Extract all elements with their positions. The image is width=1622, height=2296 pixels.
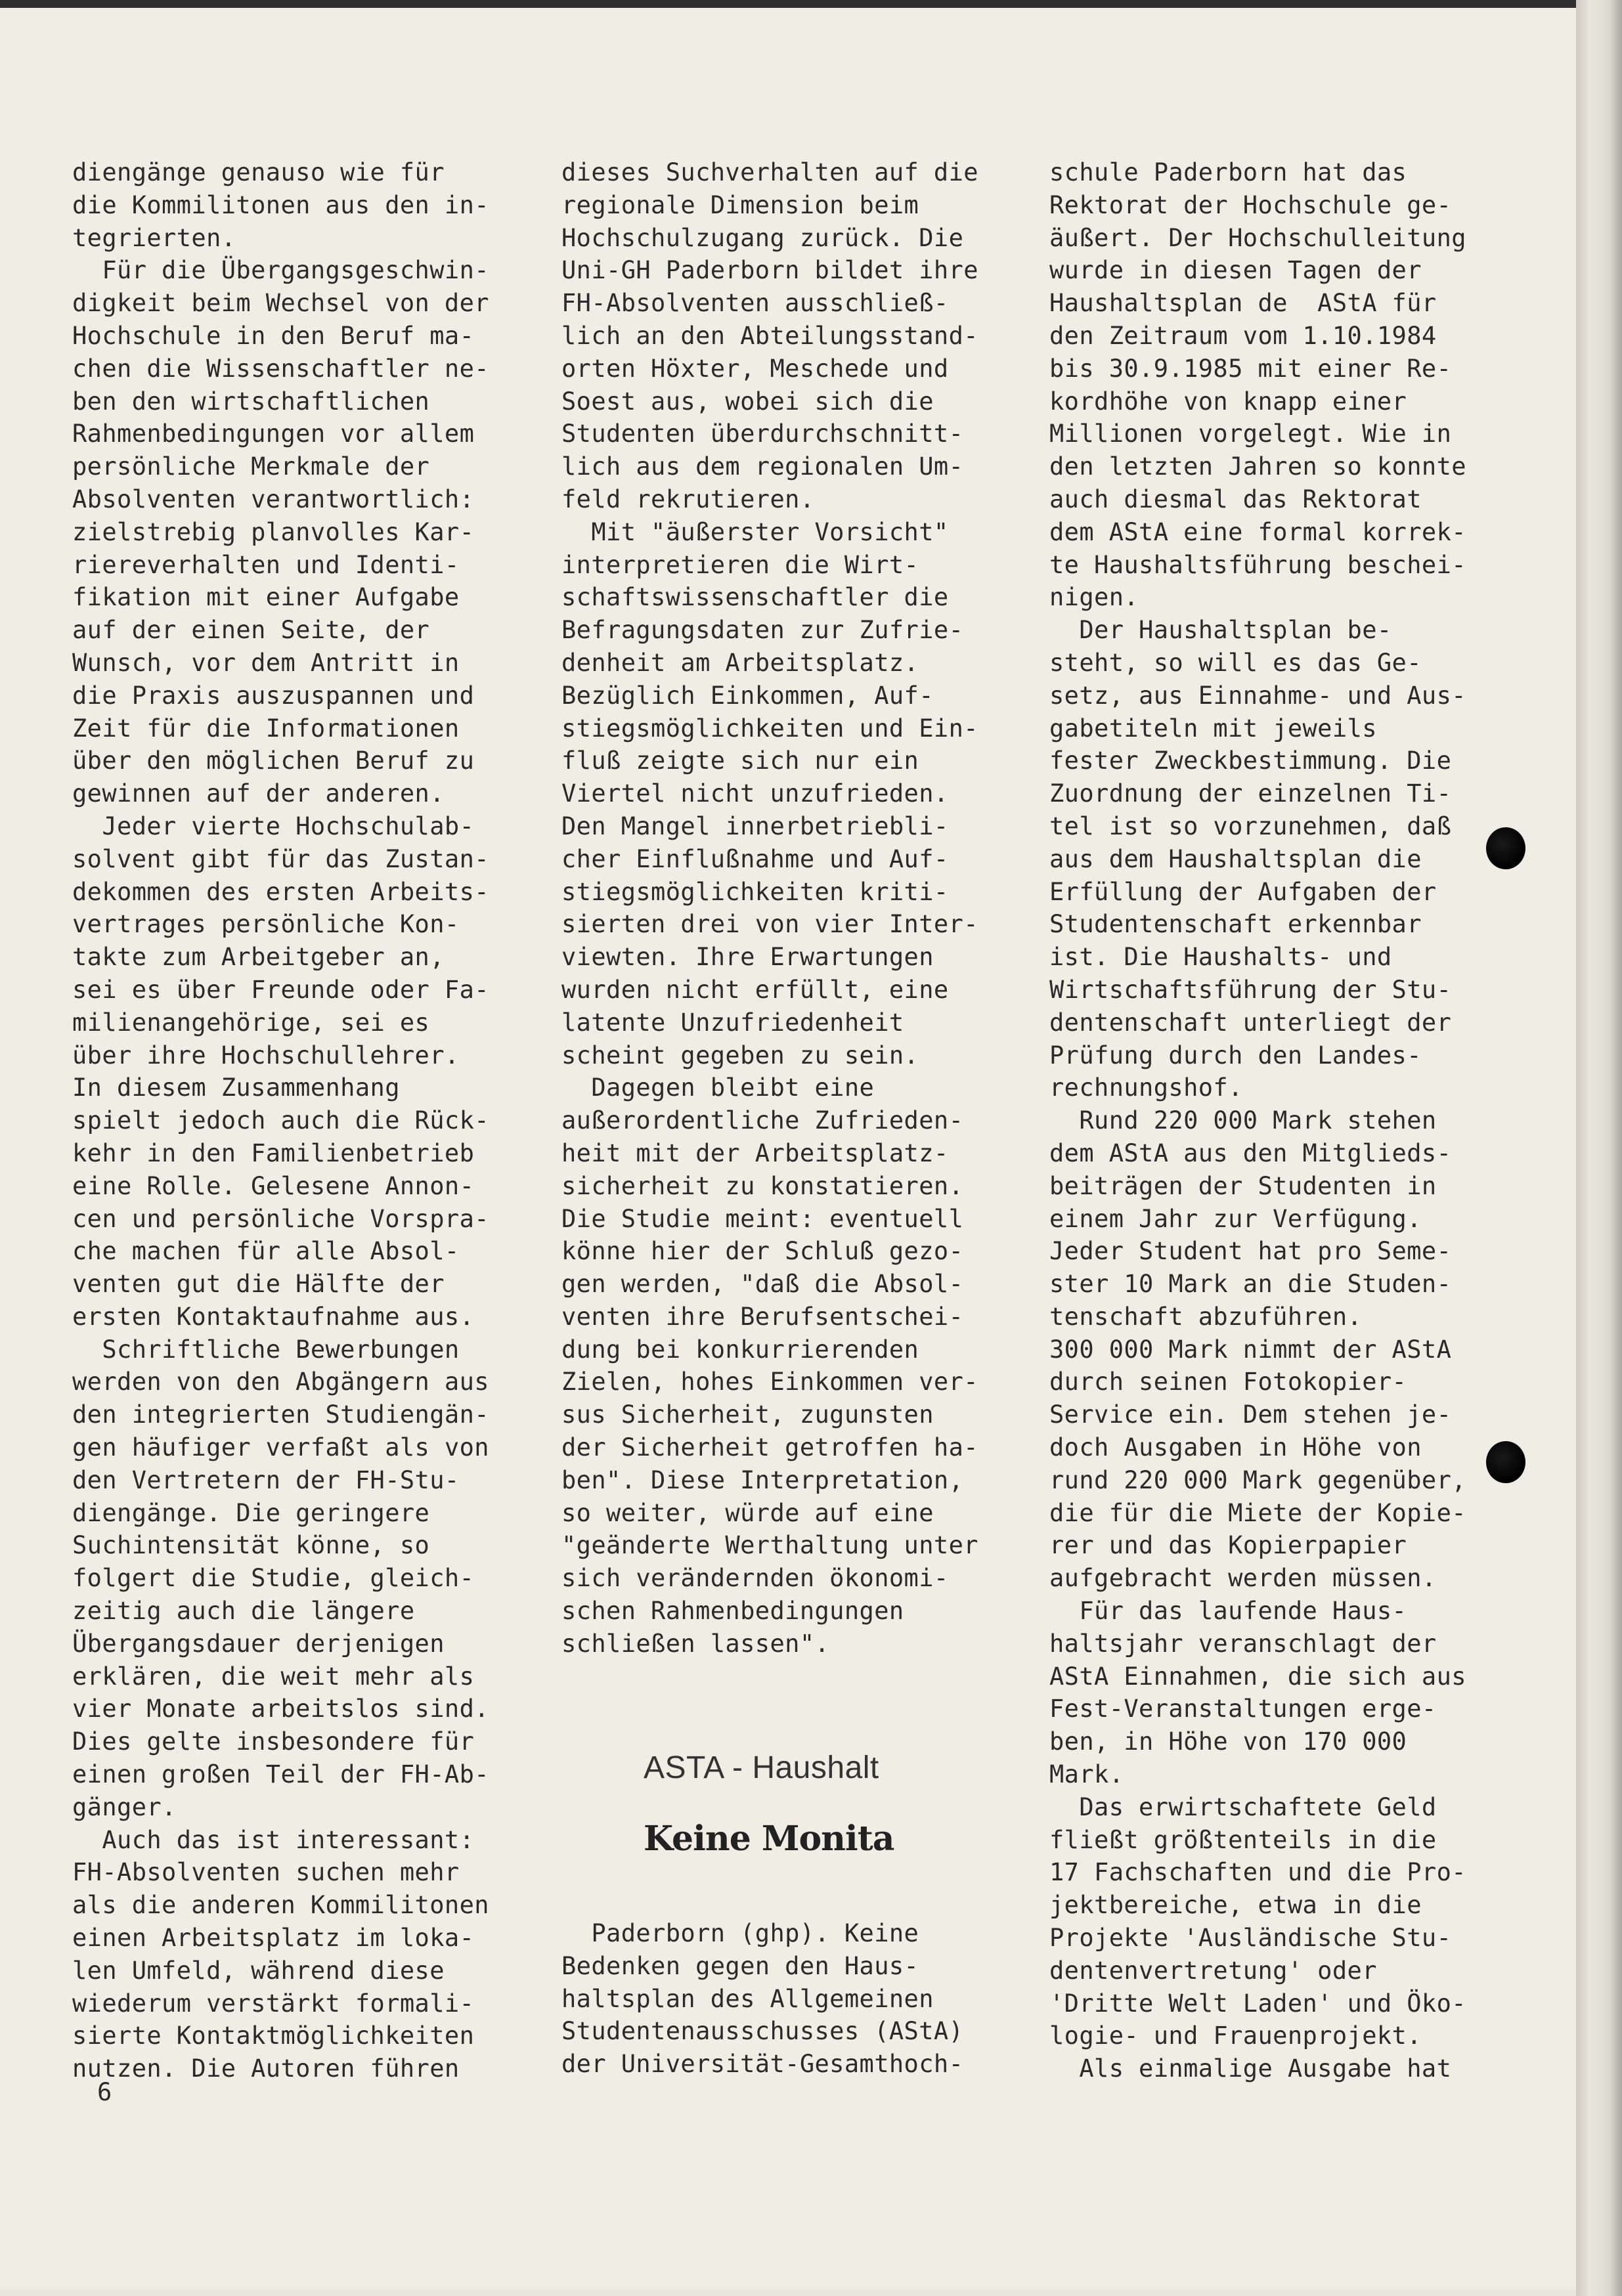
text-line: Suchintensität könne, so [72,1531,430,1560]
text-line: kehr in den Familienbetrieb [72,1138,475,1167]
text-line: feld rekrutieren. [561,485,815,513]
text-line: 300 000 Mark nimmt der AStA [1049,1335,1452,1364]
text-line: über ihre Hochschullehrer. [72,1041,460,1070]
text-line: auf der einen Seite, der [72,616,430,645]
text-line: lich an den Abteilungsstand- [561,321,978,350]
text-line: die Praxis auszuspannen und [72,681,475,710]
text-column-3 [1049,156,1535,2085]
text-line: Projekte 'Ausländische Stu- [1049,1924,1452,1953]
text-line: persönliche Merkmale der [72,452,430,481]
section-rubric: ASTA - Haushalt [644,1750,879,1785]
text-line: den letzten Jahren so konnte [1049,452,1466,481]
text-line: bis 30.9.1985 mit einer Re- [1049,354,1452,383]
text-line: folgert die Studie, gleich- [72,1564,475,1593]
text-line: wiederum verstärkt formali- [72,1989,475,2018]
text-line: Mark. [1049,1760,1124,1789]
text-line: erklären, die weit mehr als [72,1662,475,1691]
text-line: riereverhalten und Identi- [72,550,460,579]
text-line: Rahmenbedingungen vor allem [72,420,475,448]
text-line: Für das laufende Haus- [1049,1597,1407,1626]
text-line: ben den wirtschaftlichen [72,387,430,416]
text-line: beiträgen der Studenten in [1049,1171,1437,1200]
text-line: 17 Fachschaften und die Pro- [1049,1858,1466,1887]
text-line: Haushaltsplan de AStA für [1049,289,1437,318]
text-line: stiegsmöglichkeiten kriti- [561,877,949,906]
page-stack-edge [1576,0,1622,2296]
text-line: durch seinen Fotokopier- [1049,1368,1407,1397]
text-line: dieses Suchverhalten auf die [561,158,978,186]
text-line: dentenschaft unterliegt der [1049,1008,1452,1037]
text-line: wurde in diesen Tagen der [1049,256,1422,285]
text-line: Der Haushaltsplan be- [1049,616,1392,645]
text-line: tel ist so vorzunehmen, daß [1049,812,1452,840]
text-line: Hochschulzugang zurück. Die [561,223,964,252]
text-line: vertrages persönliche Kon- [72,910,460,939]
text-line: In diesem Zusammenhang [72,1073,400,1102]
text-line: solvent gibt für das Zustan- [72,844,489,873]
text-line: über den möglichen Beruf zu [72,747,475,775]
text-line: Zielen, hohes Einkommen ver- [561,1368,978,1397]
text-line: gewinnen auf der anderen. [72,779,445,808]
text-line: Schriftliche Bewerbungen [72,1335,460,1364]
text-line: wurden nicht erfüllt, eine [561,975,949,1004]
text-line: dem AStA aus den Mitglieds- [1049,1138,1452,1167]
text-line: Soest aus, wobei sich die [561,387,934,416]
text-line: Fest-Veranstaltungen erge- [1049,1695,1437,1723]
text-line: cen und persönliche Vorspra- [72,1204,489,1233]
text-line: venten ihre Berufsentschei- [561,1302,964,1331]
text-line: sus Sicherheit, zugunsten [561,1400,934,1429]
text-line: fließt größtenteils in die [1049,1825,1437,1854]
text-line: heit mit der Arbeitsplatz- [561,1138,949,1167]
text-line: Das erwirtschaftete Geld [1049,1792,1437,1821]
text-line: Rektorat der Hochschule ge- [1049,190,1452,219]
text-line: gänger. [72,1792,177,1821]
text-line: regionale Dimension beim [561,190,919,219]
text-line: haltsplan des Allgemeinen [561,1984,934,2013]
text-line: len Umfeld, während diese [72,1956,445,1985]
text-line: den Zeitraum vom 1.10.1984 [1049,321,1437,350]
text-line: Die Studie meint: eventuell [561,1204,964,1233]
text-line: die für die Miete der Kopie- [1049,1498,1466,1527]
text-line: aus dem Haushaltsplan die [1049,844,1422,873]
text-line: gen häufiger verfaßt als von [72,1433,489,1462]
text-line: che machen für alle Absol- [72,1237,460,1266]
text-line: fluß zeigte sich nur ein [561,747,919,775]
text-line: 'Dritte Welt Laden' und Öko- [1049,1989,1466,2018]
text-line: FH-Absolventen suchen mehr [72,1858,460,1887]
punch-hole [1486,1441,1525,1483]
text-line: haltsjahr veranschlagt der [1049,1629,1437,1658]
text-line: ben, in Höhe von 170 000 [1049,1727,1407,1756]
text-column-2 [561,156,1047,1660]
text-line: nutzen. Die Autoren führen [72,2054,460,2083]
text-line: interpretieren die Wirt- [561,550,919,579]
text-line: zeitig auch die längere [72,1597,415,1626]
text-line: Hochschule in den Beruf ma- [72,321,475,350]
text-line: vier Monate arbeitslos sind. [72,1695,489,1723]
text-line: doch Ausgaben in Höhe von [1049,1433,1422,1462]
text-column-1 [72,156,558,2085]
text-line: viewten. Ihre Erwartungen [561,943,934,972]
text-line: Studenten überdurchschnitt- [561,420,964,448]
text-line: logie- und Frauenprojekt. [1049,2022,1422,2050]
text-line: zielstrebig planvolles Kar- [72,517,475,546]
text-line: sierte Kontaktmöglichkeiten [72,2022,475,2050]
text-line: Wunsch, vor dem Antritt in [72,648,460,677]
text-line: Studentenschaft erkennbar [1049,910,1422,939]
text-line: Auch das ist interessant: [72,1825,475,1854]
text-line: dekommen des ersten Arbeits- [72,877,489,906]
text-line: Prüfung durch den Landes- [1049,1041,1422,1070]
punch-hole [1486,827,1525,869]
text-line: nigen. [1049,583,1139,612]
text-line: takte zum Arbeitgeber an, [72,943,445,972]
text-line: einem Jahr zur Verfügung. [1049,1204,1422,1233]
text-line: auch diesmal das Rektorat [1049,485,1422,513]
text-line: milienangehörige, sei es [72,1008,430,1037]
text-line: "geänderte Werthaltung unter [561,1531,978,1560]
text-line: sicherheit zu konstatieren. [561,1171,964,1200]
text-line: Zuordnung der einzelnen Ti- [1049,779,1452,808]
text-line: steht, so will es das Ge- [1049,648,1422,677]
text-line: Viertel nicht unzufrieden. [561,779,949,808]
text-line: der Sicherheit getroffen ha- [561,1433,978,1462]
text-line: Zeit für die Informationen [72,714,460,743]
text-line: te Haushaltsführung beschei- [1049,550,1466,579]
text-line: schaftswissenschaftler die [561,583,949,612]
text-line: Bezüglich Einkommen, Auf- [561,681,934,710]
text-line: Für die Übergangsgeschwin- [72,256,489,285]
text-line: dentenvertretung' oder [1049,1956,1377,1985]
text-line: scheint gegeben zu sein. [561,1041,919,1070]
text-line: Service ein. Dem stehen je- [1049,1400,1452,1429]
text-line: so weiter, würde auf eine [561,1498,934,1527]
scan-top-edge [0,0,1622,8]
text-line: außerordentliche Zufrieden- [561,1106,964,1135]
text-line: digkeit beim Wechsel von der [72,289,489,318]
text-line: schließen lassen". [561,1629,830,1658]
text-line: Erfüllung der Aufgaben der [1049,877,1437,906]
text-line: dung bei konkurrierenden [561,1335,919,1364]
text-line: Den Mangel innerbetriebli- [561,812,949,840]
text-line: ster 10 Mark an die Studen- [1049,1270,1452,1299]
text-line: fikation mit einer Aufgabe [72,583,460,612]
text-line: diengänge genauso wie für [72,158,445,186]
text-line: äußert. Der Hochschulleitung [1049,223,1466,252]
text-line: Bedenken gegen den Haus- [561,1951,919,1980]
text-line: latente Unzufriedenheit [561,1008,904,1037]
text-line: rechnungshof. [1049,1073,1243,1102]
text-line: denheit am Arbeitsplatz. [561,648,919,677]
text-line: diengänge. Die geringere [72,1498,430,1527]
text-line: den integrierten Studiengän- [72,1400,489,1429]
text-line: setz, aus Einnahme- und Aus- [1049,681,1466,710]
text-line: könne hier der Schluß gezo- [561,1237,964,1266]
text-line: der Universität-Gesamthoch- [561,2050,964,2079]
text-line: cher Einflußnahme und Auf- [561,844,949,873]
text-line: Rund 220 000 Mark stehen [1049,1106,1437,1135]
text-line: Mit "äußerster Vorsicht" [561,517,949,546]
text-line: tegrierten. [72,223,236,252]
text-line: Befragungsdaten zur Zufrie- [561,616,964,645]
text-line: Jeder Student hat pro Seme- [1049,1237,1452,1266]
text-line: rer und das Kopierpapier [1049,1531,1407,1560]
text-line: eine Rolle. Gelesene Annon- [72,1171,475,1200]
text-line: venten gut die Hälfte der [72,1270,445,1299]
text-line: sierten drei von vier Inter- [561,910,978,939]
text-line: ben". Diese Interpretation, [561,1465,964,1494]
text-line: lich aus dem regionalen Um- [561,452,964,481]
text-line: FH-Absolventen ausschließ- [561,289,949,318]
text-line: ist. Die Haushalts- und [1049,943,1392,972]
text-line: die Kommilitonen aus den in- [72,190,489,219]
text-line: orten Höxter, Meschede und [561,354,949,383]
text-line: Paderborn (ghp). Keine [561,1919,919,1947]
text-line: fester Zweckbestimmung. Die [1049,747,1452,775]
text-line: sich verändernden ökonomi- [561,1564,949,1593]
text-line: gabetiteln mit jeweils [1049,714,1377,743]
text-line: Übergangsdauer derjenigen [72,1629,445,1658]
text-line: Dagegen bleibt eine [561,1073,875,1102]
text-line: AStA Einnahmen, die sich aus [1049,1662,1466,1691]
text-line: schen Rahmenbedingungen [561,1597,904,1626]
article-headline: Keine Monita [644,1819,894,1859]
text-line: kordhöhe von knapp einer [1049,387,1407,416]
text-line: Uni-GH Paderborn bildet ihre [561,256,978,285]
text-line: Millionen vorgelegt. Wie in [1049,420,1452,448]
text-line: den Vertretern der FH-Stu- [72,1465,460,1494]
text-line: rund 220 000 Mark gegenüber, [1049,1465,1466,1494]
text-line: einen Arbeitsplatz im loka- [72,1924,475,1953]
text-line: Studentenausschusses (AStA) [561,2017,964,2046]
text-line: werden von den Abgängern aus [72,1368,489,1397]
page-number: 6 [97,2078,112,2106]
text-line: Wirtschaftsführung der Stu- [1049,975,1452,1004]
text-line: einen großen Teil der FH-Ab- [72,1760,489,1789]
text-line: gen werden, "daß die Absol- [561,1270,964,1299]
text-line: Als einmalige Ausgabe hat [1049,2054,1452,2083]
text-line: als die anderen Kommilitonen [72,1891,489,1920]
text-line: aufgebracht werden müssen. [1049,1564,1437,1593]
text-line: Absolventen verantwortlich: [72,485,475,513]
text-line: jektbereiche, etwa in die [1049,1891,1422,1920]
text-line: chen die Wissenschaftler ne- [72,354,489,383]
text-line: spielt jedoch auch die Rück- [72,1106,489,1135]
text-line: stiegsmöglichkeiten und Ein- [561,714,978,743]
text-line: sei es über Freunde oder Fa- [72,975,489,1004]
article-body [561,1917,1047,2081]
text-line: ersten Kontaktaufnahme aus. [72,1302,475,1331]
text-line: dem AStA eine formal korrek- [1049,517,1466,546]
text-line: Jeder vierte Hochschulab- [72,812,475,840]
text-line: schule Paderborn hat das [1049,158,1407,186]
text-line: Dies gelte insbesondere für [72,1727,475,1756]
text-line: tenschaft abzuführen. [1049,1302,1363,1331]
